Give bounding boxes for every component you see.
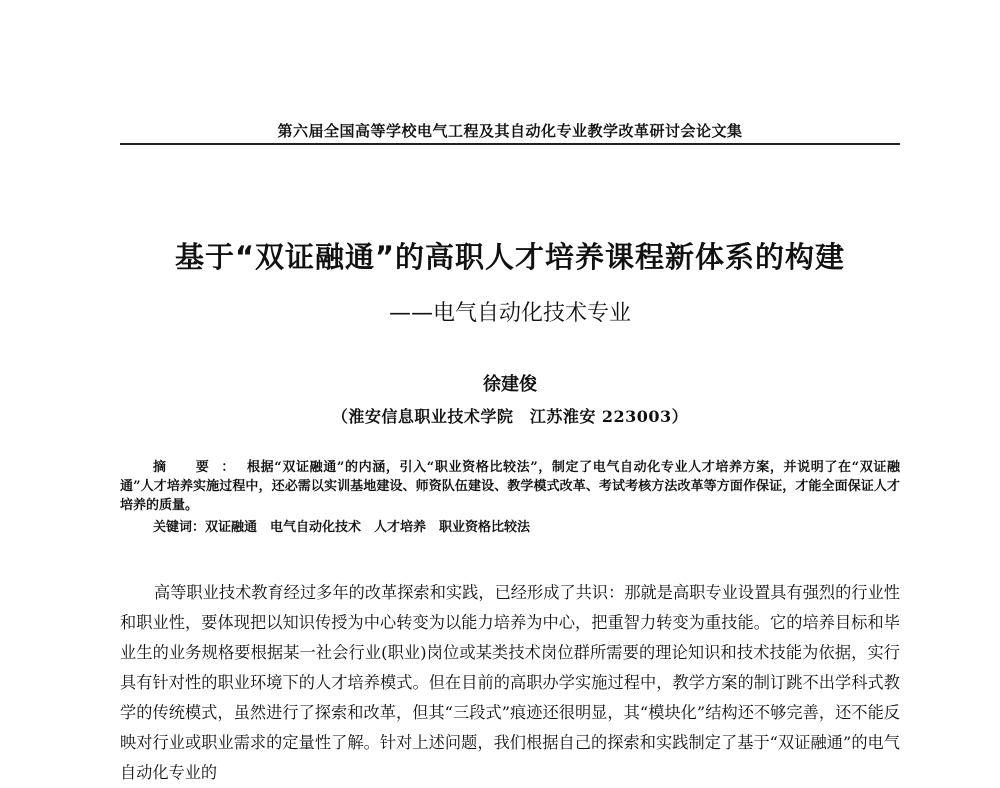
header-rule — [120, 143, 900, 145]
paper-subtitle: ——电气自动化技术专业 — [388, 301, 631, 326]
abstract-label: 摘 要： — [153, 460, 248, 475]
running-header: 第六届全国高等学校电气工程及其自动化专业教学改革研讨会论文集 — [277, 122, 743, 140]
paper-title: 基于“双证融通”的高职人才培养课程新体系的构建 — [174, 240, 846, 274]
abstract — [120, 458, 900, 515]
author-name: 徐建俊 — [483, 374, 537, 395]
keywords-label: 关键词： — [153, 520, 206, 535]
author-affiliation: （淮安信息职业技术学院 江苏淮安 223003） — [331, 407, 689, 426]
abstract-text: 根据“双证融通”的内涵，引入“职业资格比较法”，制定了电气自动化专业人才培养方案，并说明了在“双证融通”人才培养实施过程中，还必需以实训基地建设、师资队伍建设、教学模式改革、考试考核方法改革等方面作保证，才能全面保证人才培养的质量。 — [120, 460, 901, 513]
keywords — [120, 518, 900, 537]
body-paragraph: 高等职业技术教育经过多年的改革探索和实践，已经形成了共识：那就是高职专业设置具有强烈的行业性和职业性，要体现把以知识传授为中心转变为以能力培养为中心，把重智力转变为重技能。它的培养目标和毕业生的业务规格要根据某一社会行业(职业)岗位或某类技术岗位群所需要的理论知识和技术技能为依据，实行具有针对性的职业环境下的人才培养模式。但在目前的高职办学实施过程中，教学方案的制订跳不出学科式教学的传统模式，虽然进行了探索和改革，但其“三段式”痕迹还很明显，其“模块化”结构还不够完善，还不能反映对行业或职业需求的定量性了解。针对上述问题，我们根据自己的探索和实践制定了基于“双证融通”的电气自动化专业的 — [120, 583, 900, 782]
keywords-text: 双证融通 电气自动化技术 人才培养 职业资格比较法 — [205, 520, 531, 535]
